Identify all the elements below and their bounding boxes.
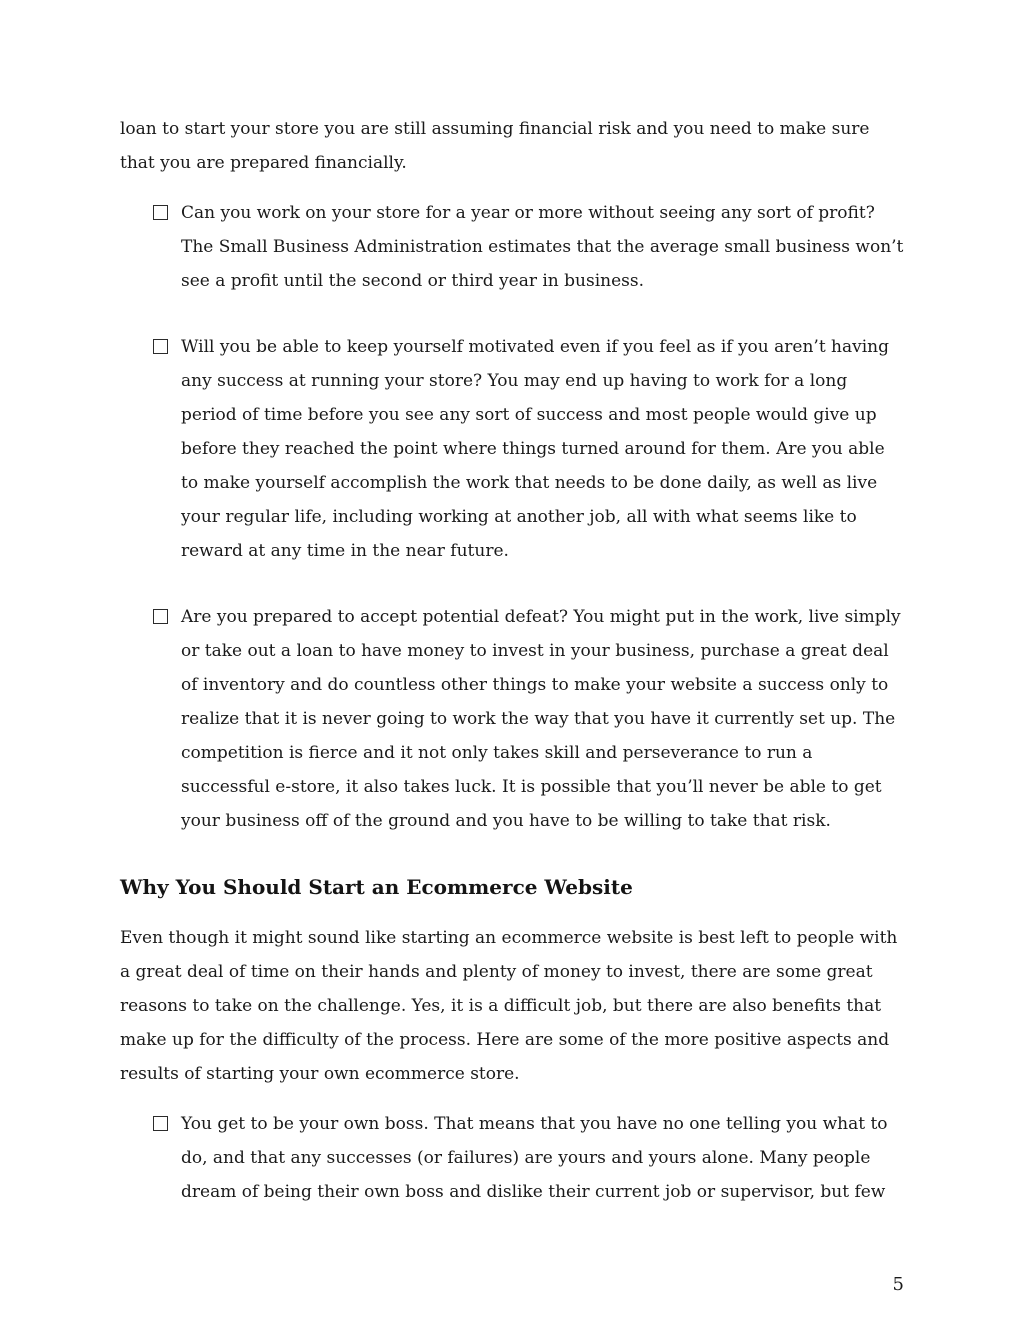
intro-paragraph: Even though it might sound like starting an ecommerce website is best left to people with a great deal of time on their hands and plenty of money to invest, there are some great reasons to take on the challenge. Yes, it is a difficult job, but there are also benefits that make up for the difficulty of the process. Here are some of the more positive aspects and results of starting your own ecommerce store. [120,928,898,1084]
checkbox-icon [153,339,168,354]
page-number: 5 [892,1274,904,1295]
list-item-continuation-text: loan to start your store you are still assuming financial risk and you need to make sure that you are prepared financially. [120,119,870,173]
checklist-item-text: Will you be able to keep yourself motivated even if you feel as if you aren’t having any success at running your store? You may end up having to work for a long period of time before you see any sort of success and most people would give up before they reached the point where things turned around for them. Are you able to make yourself accomplish the work that needs to be done daily, as well as live your regular life, including working at another job, all with what seems like to reward at any time in the near future. [181,337,890,561]
checklist-item-own-boss [153,1107,904,1225]
page-content [120,112,904,1241]
checklist-item-text: You get to be your own boss. That means that you have no one telling you what to do, and that any successes (or failures) are yours and yours alone. Many people dream of being their own boss and dislike their current job or supervisor, but few [181,1114,888,1202]
checklist-item-motivation [153,330,904,584]
section-heading: Why You Should Start an Ecommerce Website [120,875,633,899]
checkbox-icon [153,205,168,220]
checkbox-icon [153,609,168,624]
checklist-item-profit [153,196,904,314]
checkbox-icon [153,1116,168,1131]
checklist-item-text: Are you prepared to accept potential defeat? You might put in the work, live simply or take out a loan to have money to invest in your business, purchase a great deal of inventory and do countless other things to make your website a success only to realize that it is never going to work the way that you have it currently set up. The competition is fierce and it not only takes skill and perseverance to run a successful e-store, it also takes luck. It is possible that you’ll never be able to get your business off of the ground and you have to be willing to take that risk. [181,607,901,831]
checklist-item-defeat [153,600,904,854]
checklist-item-text: Can you work on your store for a year or more without seeing any sort of profit? The Small Business Administration estimates that the average small business won’t see a profit until the second or third year in business. [181,203,904,291]
